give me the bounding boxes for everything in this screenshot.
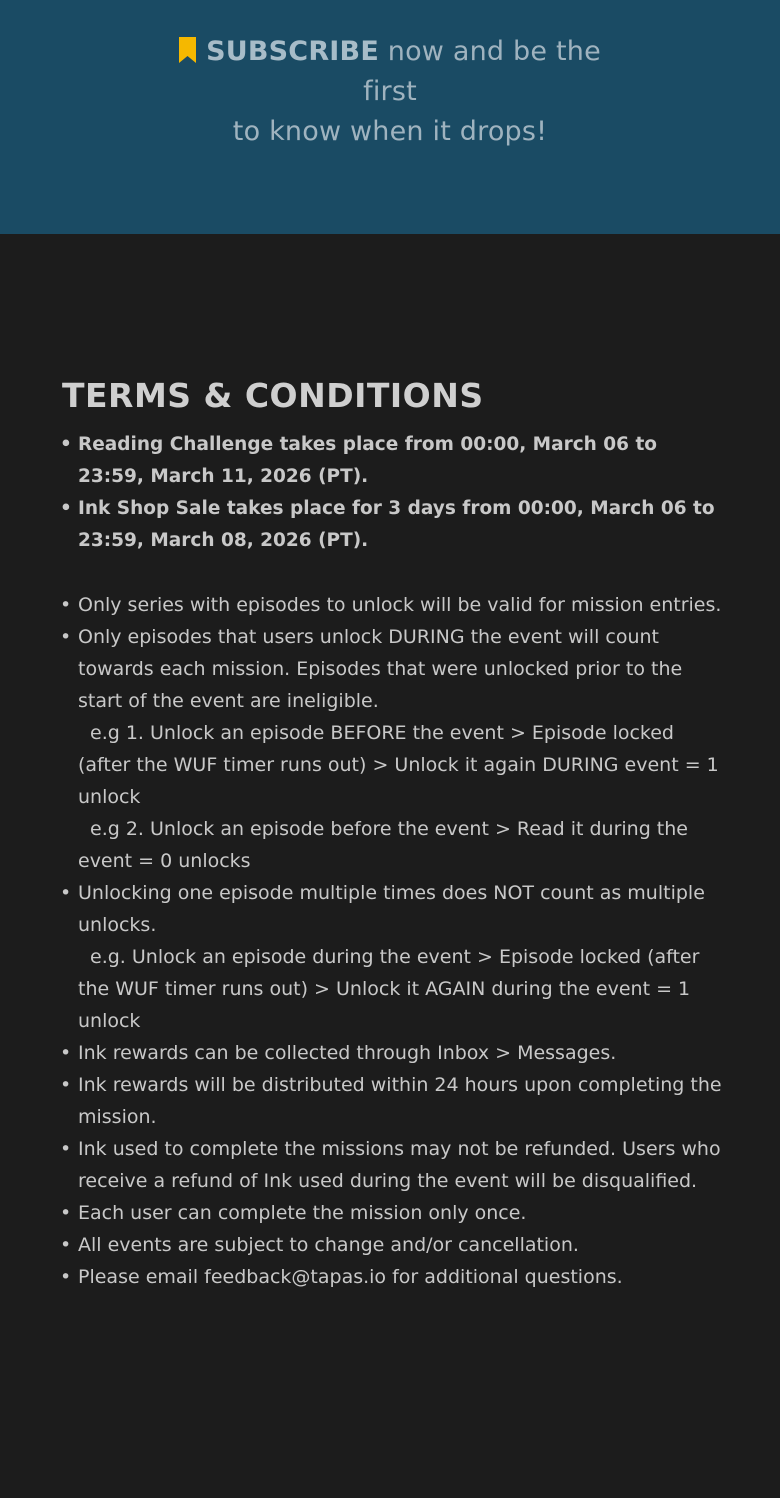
bullet: • [60,1202,72,1224]
list-item-rule [60,1197,724,1229]
list-item-text: Each user can complete the mission only once. [78,1202,527,1224]
bullet: • [60,1074,72,1096]
bullet: • [60,1042,72,1064]
list-item-text: Only series with episodes to unlock will be valid for mission entries. [78,594,722,616]
bullet: • [60,882,72,904]
list-item-text: Ink rewards can be collected through Inbox > Messages. [78,1042,617,1064]
list-spacer [78,557,724,589]
terms-title: TERMS & CONDITIONS [62,376,484,415]
example-text: e.g 2. Unlock an episode before the event > Read it during the event = 0 unlocks [78,818,688,872]
list-item-rule [60,1037,724,1069]
list-item-rule [60,1133,724,1197]
subscribe-banner [0,0,780,234]
list-item-reading-challenge [60,429,724,493]
bullet: • [60,626,72,648]
list-item-ink-shop-sale [60,493,724,557]
bullet: • [60,1234,72,1256]
subscribe-message-line2: to know when it drops! [232,116,548,147]
bullet: • [60,498,72,519]
example-text: e.g. Unlock an episode during the event > Episode locked (after the WUF timer runs out) > Unlock it AGAIN during the event = 1 unlock [78,946,700,1032]
list-item-rule [60,877,724,1037]
list-item-text: Ink Shop Sale takes place for 3 days from 00:00, March 06 to 23:59, March 08, 2026 (PT). [78,498,715,551]
list-item-text: Reading Challenge takes place from 00:00, March 06 to 23:59, March 11, 2026 (PT). [78,434,658,487]
example-text: e.g 1. Unlock an episode BEFORE the event > Episode locked (after the WUF timer runs out) > Unlock it again DURING event = 1 unlock [78,722,719,808]
bullet: • [60,1138,72,1160]
list-item-text: Ink rewards will be distributed within 24 hours upon completing the mission. [78,1074,722,1128]
subscribe-link[interactable]: SUBSCRIBE [206,36,379,67]
list-item-text: Unlocking one episode multiple times does NOT count as multiple unlocks. [78,882,705,936]
subscribe-message [150,32,630,152]
list-item-rule [60,1229,724,1261]
bullet: • [60,1266,72,1288]
list-item-rule [60,621,724,877]
bookmark-icon[interactable] [179,37,196,63]
list-item-text: Please email feedback@tapas.io for additional questions. [78,1266,623,1288]
list-item-rule [60,1261,724,1293]
subscribe-message-line1: now and be the first [363,36,601,107]
bullet: • [60,594,72,616]
list-item-rule [60,1069,724,1133]
list-item-text: Ink used to complete the missions may not be refunded. Users who receive a refund of Ink used during the event will be disqualified. [78,1138,721,1192]
list-item-text: All events are subject to change and/or cancellation. [78,1234,579,1256]
terms-list [60,429,724,1293]
list-item-text: Only episodes that users unlock DURING the event will count towards each mission. Episodes that were unlocked prior to the start of the event are ineligible. [78,626,683,712]
bullet: • [60,434,72,455]
list-item-rule [60,589,724,621]
